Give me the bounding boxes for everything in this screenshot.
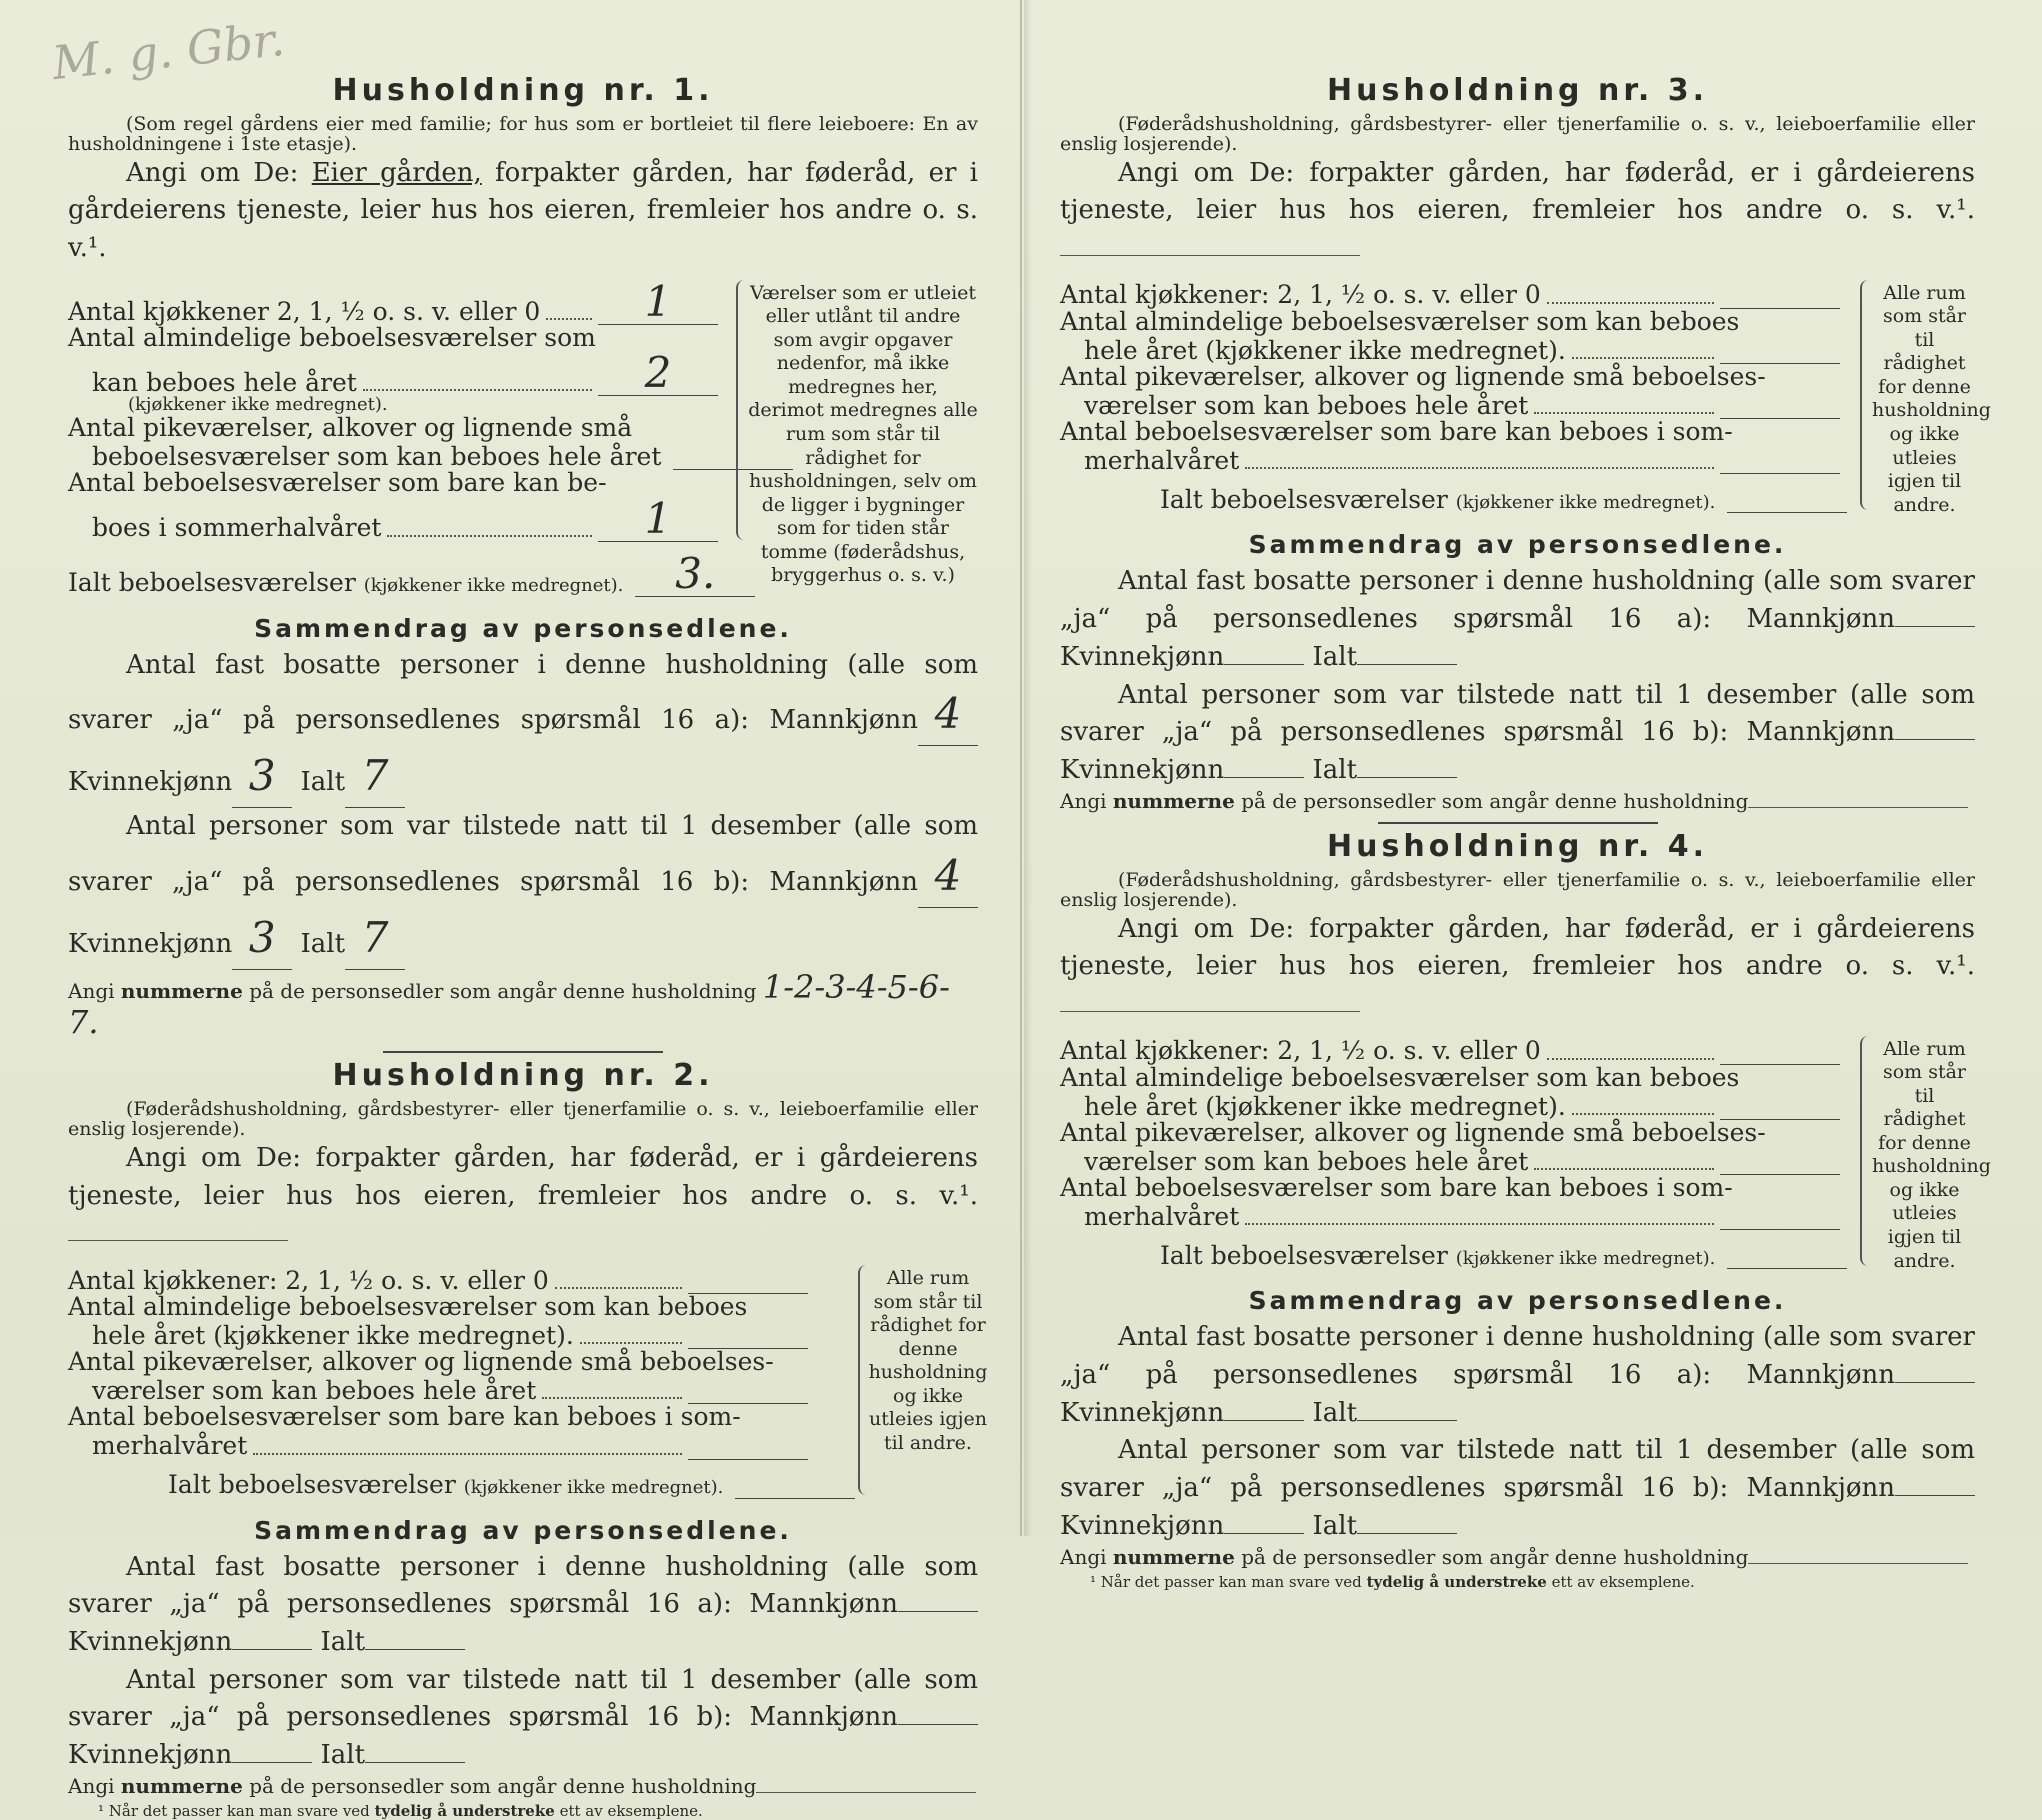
row-summer: Antal beboelsesværelser som bare kan beboes i som- [1060,417,1733,447]
household-ask: Angi om De: forpakter gården, har føderåd, er i gårdeierens tjeneste, leier hus hos eieren, fremleier hos andre o. s. v.¹. [1060,155,1975,268]
answer-summer[interactable] [1720,445,1840,474]
summary-b: Antal personer som var tilstede natt til 1 desember (alle som svarer „ja“ på personsedlenes spørsmål 16 b): Mannkjønn Kvinnekjønn Ialt [1060,679,1975,785]
summary-b: Antal personer som var tilstede natt til 1 desember (alle som svarer „ja“ på personsedlenes spørsmål 16 b): Mannkjønn Kvinnekjønn Ialt [1060,1435,1975,1541]
total-16a[interactable] [1357,1398,1457,1421]
marked-choice: Eier gården, [311,157,482,188]
row-ordinary: Antal almindelige beboelsesværelser som kan beboes [1060,306,1740,336]
rooms-block: Antal kjøkkener: 2, 1, ½ o. s. v. eller 0 Antal almindelige beboelsesværelser som kan beboes hele året (kjøkkener ikke medregnet). Antal pikeværelser, alkover og lignende små beboelses- værelser som kan beboes hele året Antal beboelsesværelser som bare kan beboes i som- merhalvåret Ialt beboelsesværelser (kjøkkener ikke medregnet). Alle rum som står til rådighet for denne husholdning og ikke utleies igjen til andre. [1060,280,1991,516]
household-ask: Angi om De: Eier gården, forpakter gården, har føderåd, er i gårdeierens tjeneste, leier hus hos eieren, fremleier hos andre o. s. v.¹. [68,157,978,263]
row-total: Ialt beboelsesværelser (kjøkkener ikke medregnet). [1060,484,1840,513]
household-title: Husholdning nr. 2. [332,1058,714,1094]
row-summer: Antal beboelsesværelser som bare kan be- [68,468,607,498]
total-16b[interactable] [1357,1511,1457,1534]
row-total: Ialt beboelsesværelser (kjøkkener ikke medregnet). 3. [68,552,718,597]
household-note: (Som regel gårdens eier med familie; for hus som er bortleiet til flere leieboere: En av husholdningene i 1ste etasje). [68,112,978,156]
row-kitchens: Antal kjøkkener: 2, 1, ½ o. s. v. eller 0 [1060,280,1840,309]
side-note: Alle rum som står til rådighet for denne husholdning og ikke utleies igjen til andre. [868,1266,988,1454]
total-16b[interactable] [365,1740,465,1763]
male-16b[interactable] [898,1702,978,1725]
answer-total[interactable] [1727,484,1847,513]
answer-summer[interactable]: 1 [598,497,718,542]
summary-a: Antal fast bosatte personer i denne husholdning (alle som svarer „ja“ på personsedlenes spørsmål 16 a): Mannkjønn 4 Kvinnekjønn 3 Ialt 7 [68,647,978,808]
total-16a[interactable] [1357,642,1457,665]
rooms-block: Antal kjøkkener 2, 1, ½ o. s. v. eller 0 1 Antal almindelige beboelsesværelser som kan beboes hele året 2 (kjøkkener ikke medregnet). Antal pikeværelser, alkover og lignende små beboelsesværelser som kan beboes hele året Antal beboelsesværelser som bare kan be- boes i sommerhalvåret 1 Ialt beboelsesværelser (kjøkkener ikke medregnet). 3. Værelser som er utleiet eller utlånt til andre som avgir opgaver nedenfor, må ikke medregnes her, derimot medregnes alle rum som står til rådighet for husholdningen, selv om de ligger i bygninger som for tiden står tomme (føderådshus, bryggerhus o. s. v.) [68,276,978,598]
household-note: (Føderådshusholdning, gårdsbestyrer- eller tjenerfamilie o. s. v., leieboerfamilie eller enslig losjerende). [1060,868,1975,912]
row-summer: Antal beboelsesværelser som bare kan beboes i som- [68,1402,741,1432]
summary-a: Antal fast bosatte personer i denne husholdning (alle som svarer „ja“ på personsedlenes spørsmål 16 a): Mannkjønn Kvinnekjønn Ialt [1060,1322,1975,1428]
answer-total[interactable]: 3. [635,552,755,597]
answer-ordinary[interactable] [1720,335,1840,364]
divider [383,1051,663,1053]
household-ask: Angi om De: forpakter gården, har føderåd, er i gårdeierens tjeneste, leier hus hos eieren, fremleier hos andre o. s. v.¹. [68,1140,978,1253]
female-16a[interactable]: 3 [232,746,292,808]
answer-ordinary[interactable]: 2 [598,351,718,396]
household-title: Husholdning nr. 1. [332,73,714,108]
household-note: (Føderådshusholdning, gårdsbestyrer- eller tjenerfamilie o. s. v., leieboerfamilie eller enslig losjerende). [68,1097,978,1141]
female-16b[interactable] [232,1740,312,1763]
answer-small[interactable] [688,1375,808,1404]
male-16a[interactable]: 4 [918,684,978,746]
answer-small[interactable] [1720,390,1840,419]
sheet-numbers: Angi nummerne på de personsedler som angår denne husholdning [68,1775,978,1797]
sheet-numbers-value[interactable] [1748,1562,1968,1564]
summary-title: Sammendrag av personsedlene. [254,613,792,643]
row-ordinary: Antal almindelige beboelsesværelser som [68,322,596,352]
male-16b[interactable] [1895,717,1975,740]
female-16a[interactable] [1224,642,1304,665]
female-16b[interactable] [1224,755,1304,778]
household-1 [68,74,978,1053]
side-note: Værelser som er utleiet eller utlånt til andre som avgir opgaver nedenfor, må ikke medregnes her, derimot medregnes alle rum som står til rådighet for husholdningen, selv om de ligger i bygninger som for tiden står tomme (føderådshus, bryggerhus o. s. v.) [748,281,978,587]
sheet-numbers: Angi nummerne på de personsedler som angår denne husholdning 1-2-3-4-5-6-7. [68,967,950,1042]
rooms-block: Antal kjøkkener: 2, 1, ½ o. s. v. eller 0 Antal almindelige beboelsesværelser som kan beboes hele året (kjøkkener ikke medregnet). Antal pikeværelser, alkover og lignende små beboelses- værelser som kan beboes hele året Antal beboelsesværelser som bare kan beboes i som- merhalvåret Ialt beboelsesværelser (kjøkkener ikke medregnet). Alle rum som står til rådighet for denne husholdning og ikke utleies igjen til andre. [68,1265,988,1500]
female-16a[interactable] [1224,1398,1304,1421]
answer-summer[interactable] [688,1431,808,1460]
row-kitchens: Antal kjøkkener 2, 1, ½ o. s. v. eller 0 1 [68,280,718,325]
summary-b: Antal personer som var tilstede natt til 1 desember (alle som svarer „ja“ på personsedlenes spørsmål 16 b): Mannkjønn Kvinnekjønn Ialt [68,1664,978,1771]
answer-kitchens[interactable]: 1 [598,280,718,325]
footnote: ¹ Når det passer kan man svare ved tydelig å understreke ett av eksemplene. [1090,1572,1695,1591]
side-note: Alle rum som står til rådighet for denne husholdning og ikke utleies igjen til andre. [1872,281,1991,516]
row-ordinary: Antal almindelige beboelsesværelser som kan beboes [1060,1062,1740,1092]
male-16a[interactable] [898,1589,978,1612]
household-3 [1060,73,1991,824]
household-note: (Føderådshusholdning, gårdsbestyrer- eller tjenerfamilie o. s. v., leieboerfamilie eller enslig losjerende). [1060,112,1975,156]
row-kitchens: Antal kjøkkener: 2, 1, ½ o. s. v. eller 0 [1060,1036,1840,1065]
summary-a: Antal fast bosatte personer i denne husholdning (alle som svarer „ja“ på personsedlenes spørsmål 16 a): Mannkjønn Kvinnekjønn Ialt [68,1551,978,1658]
female-16b[interactable] [1224,1511,1304,1534]
household-ask: Angi om De: forpakter gården, har føderåd, er i gårdeierens tjeneste, leier hus hos eieren, fremleier hos andre o. s. v.¹. [1060,911,1975,1024]
answer-ordinary[interactable] [1720,1091,1840,1120]
household-title: Husholdning nr. 3. [1327,73,1708,108]
male-16b[interactable]: 4 [918,846,978,908]
sheet-numbers: Angi nummerne på de personsedler som angår denne husholdning [1060,790,1975,812]
answer-ordinary[interactable] [688,1320,808,1349]
answer-kitchens[interactable] [1720,280,1840,309]
row-ordinary-sub: (kjøkkener ikke medregnet). [128,394,388,416]
rooms-block: Antal kjøkkener: 2, 1, ½ o. s. v. eller 0 Antal almindelige beboelsesværelser som kan beboes hele året (kjøkkener ikke medregnet). Antal pikeværelser, alkover og lignende små beboelses- værelser som kan beboes hele året Antal beboelsesværelser som bare kan beboes i som- merhalvåret Ialt beboelsesværelser (kjøkkener ikke medregnet). Alle rum som står til rådighet for denne husholdning og ikke utleies igjen til andre. [1060,1036,1991,1272]
side-note: Alle rum som står til rådighet for denne husholdning og ikke utleies igjen til andre. [1872,1037,1991,1272]
female-16b[interactable]: 3 [232,908,292,970]
summary-b: Antal personer som var tilstede natt til 1 desember (alle som svarer „ja“ på personsedlenes spørsmål 16 b): Mannkjønn 4 Kvinnekjønn 3 Ialt 7 [68,808,978,969]
summary-a: Antal fast bosatte personer i denne husholdning (alle som svarer „ja“ på personsedlenes spørsmål 16 a): Mannkjønn Kvinnekjønn Ialt [1060,566,1975,672]
answer-total[interactable] [1727,1240,1847,1269]
total-16b[interactable]: 7 [345,908,405,970]
total-16a[interactable]: 7 [345,746,405,808]
page-fold [1020,0,1022,1536]
answer-total[interactable] [735,1470,855,1499]
footnote: ¹ Når det passer kan man svare ved tydelig å understreke ett av eksemplene. [98,1802,703,1820]
row-small: Antal pikeværelser, alkover og lignende små beboelses- [1060,1117,1766,1147]
answer-small[interactable] [1720,1146,1840,1175]
sheet-numbers-value[interactable] [1748,806,1968,808]
sheet-numbers-value[interactable] [756,1791,976,1793]
male-16a[interactable] [1895,1360,1975,1383]
row-small: Antal pikeværelser, alkover og lignende små beboelses- [1060,361,1766,391]
total-16a[interactable] [365,1627,465,1650]
male-16a[interactable] [1895,604,1975,627]
household-title: Husholdning nr. 4. [1327,828,1708,864]
total-16b[interactable] [1357,755,1457,778]
answer-summer[interactable] [1720,1201,1840,1230]
row-total: Ialt beboelsesværelser (kjøkkener ikke medregnet). [68,1470,808,1499]
summary-title: Sammendrag av personsedlene. [1248,530,1787,560]
row-total: Ialt beboelsesværelser (kjøkkener ikke medregnet). [1060,1240,1840,1269]
household-4 [1060,828,1991,1591]
pencil-annotation: M. g. Gbr. [49,11,287,91]
row-ordinary: Antal almindelige beboelsesværelser som kan beboes [68,1291,748,1321]
row-kitchens: Antal kjøkkener: 2, 1, ½ o. s. v. eller 0 [68,1265,808,1294]
summary-title: Sammendrag av personsedlene. [254,1515,792,1545]
summary-title: Sammendrag av personsedlene. [1248,1286,1787,1316]
divider [1378,822,1658,824]
row-small: Antal pikeværelser, alkover og lignende små beboelses- [68,1347,774,1377]
answer-kitchens[interactable] [688,1265,808,1294]
answer-kitchens[interactable] [1720,1036,1840,1065]
right-page [1060,60,1991,1591]
page-fold-shadow [1024,0,1032,1536]
sheet-numbers: Angi nummerne på de personsedler som angår denne husholdning [1060,1546,1975,1568]
female-16a[interactable] [232,1627,312,1650]
row-summer: Antal beboelsesværelser som bare kan beboes i som- [1060,1173,1733,1203]
sheet-numbers-value[interactable]: 1-2-3-4-5-6-7. [68,967,950,1042]
male-16b[interactable] [1895,1473,1975,1496]
household-2 [68,1058,988,1820]
left-page [68,60,988,1820]
row-small: Antal pikeværelser, alkover og lignende små [68,413,633,443]
